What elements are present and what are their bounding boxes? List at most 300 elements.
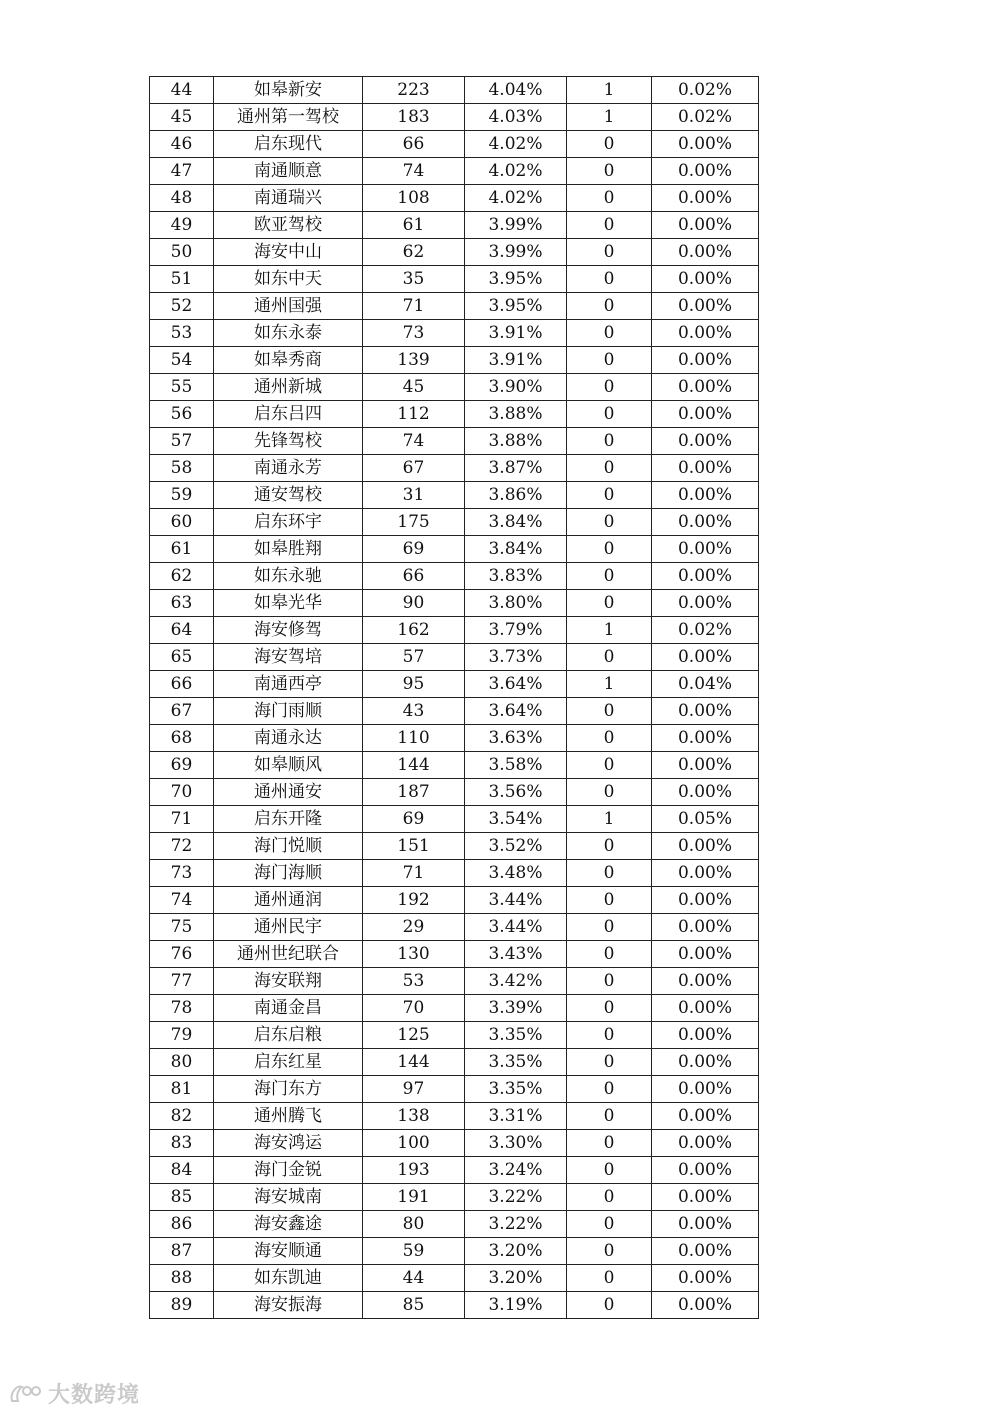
count-cell: 59 <box>363 1238 465 1265</box>
school-name-cell: 通州通润 <box>214 887 363 914</box>
rate-cell: 3.84% <box>465 536 567 563</box>
school-name-cell: 南通顺意 <box>214 158 363 185</box>
count-cell: 57 <box>363 644 465 671</box>
table-row <box>150 617 759 644</box>
table-row <box>150 320 759 347</box>
percent-cell: 0.00% <box>652 1130 759 1157</box>
school-name-cell: 通州世纪联合 <box>214 941 363 968</box>
percent-cell: 0.02% <box>652 104 759 131</box>
count-cell: 66 <box>363 131 465 158</box>
count-cell: 112 <box>363 401 465 428</box>
school-name-cell: 海门雨顺 <box>214 698 363 725</box>
table-row <box>150 266 759 293</box>
rate-cell: 3.44% <box>465 914 567 941</box>
number-cell: 0 <box>567 239 652 266</box>
percent-cell: 0.00% <box>652 644 759 671</box>
percent-cell: 0.00% <box>652 725 759 752</box>
rank-cell: 54 <box>150 347 214 374</box>
number-cell: 0 <box>567 320 652 347</box>
table-row <box>150 536 759 563</box>
count-cell: 144 <box>363 1049 465 1076</box>
rank-cell: 70 <box>150 779 214 806</box>
number-cell: 0 <box>567 644 652 671</box>
count-cell: 183 <box>363 104 465 131</box>
percent-cell: 0.00% <box>652 752 759 779</box>
school-name-cell: 海安中山 <box>214 239 363 266</box>
school-name-cell: 通安驾校 <box>214 482 363 509</box>
rank-cell: 73 <box>150 860 214 887</box>
school-name-cell: 海安修驾 <box>214 617 363 644</box>
school-name-cell: 海门悦顺 <box>214 833 363 860</box>
rate-cell: 3.58% <box>465 752 567 779</box>
rate-cell: 4.02% <box>465 158 567 185</box>
school-name-cell: 南通金昌 <box>214 995 363 1022</box>
rate-cell: 3.88% <box>465 401 567 428</box>
table-row <box>150 158 759 185</box>
rank-cell: 75 <box>150 914 214 941</box>
school-name-cell: 南通瑞兴 <box>214 185 363 212</box>
school-name-cell: 启东红星 <box>214 1049 363 1076</box>
school-name-cell: 如皋秀商 <box>214 347 363 374</box>
percent-cell: 0.00% <box>652 1238 759 1265</box>
rate-cell: 3.99% <box>465 239 567 266</box>
school-name-cell: 如皋顺风 <box>214 752 363 779</box>
number-cell: 0 <box>567 563 652 590</box>
table-row <box>150 941 759 968</box>
number-cell: 0 <box>567 1184 652 1211</box>
school-name-cell: 南通西亭 <box>214 671 363 698</box>
percent-cell: 0.00% <box>652 266 759 293</box>
count-cell: 71 <box>363 860 465 887</box>
percent-cell: 0.00% <box>652 1184 759 1211</box>
number-cell: 0 <box>567 590 652 617</box>
number-cell: 0 <box>567 401 652 428</box>
percent-cell: 0.00% <box>652 941 759 968</box>
count-cell: 71 <box>363 293 465 320</box>
rank-cell: 45 <box>150 104 214 131</box>
rate-cell: 3.73% <box>465 644 567 671</box>
rate-cell: 3.95% <box>465 293 567 320</box>
rate-cell: 3.83% <box>465 563 567 590</box>
number-cell: 0 <box>567 914 652 941</box>
percent-cell: 0.00% <box>652 347 759 374</box>
rate-cell: 3.56% <box>465 779 567 806</box>
rank-cell: 61 <box>150 536 214 563</box>
percent-cell: 0.00% <box>652 1292 759 1319</box>
number-cell: 0 <box>567 1076 652 1103</box>
rank-cell: 78 <box>150 995 214 1022</box>
rank-cell: 83 <box>150 1130 214 1157</box>
percent-cell: 0.00% <box>652 509 759 536</box>
school-name-cell: 如东中天 <box>214 266 363 293</box>
school-name-cell: 通州第一驾校 <box>214 104 363 131</box>
rate-cell: 3.35% <box>465 1022 567 1049</box>
percent-cell: 0.00% <box>652 833 759 860</box>
rate-cell: 3.87% <box>465 455 567 482</box>
table-row <box>150 239 759 266</box>
school-name-cell: 海安联翔 <box>214 968 363 995</box>
percent-cell: 0.00% <box>652 131 759 158</box>
school-name-cell: 启东现代 <box>214 131 363 158</box>
rate-cell: 3.99% <box>465 212 567 239</box>
number-cell: 0 <box>567 779 652 806</box>
table-row <box>150 104 759 131</box>
percent-cell: 0.00% <box>652 1049 759 1076</box>
rank-cell: 84 <box>150 1157 214 1184</box>
number-cell: 0 <box>567 1211 652 1238</box>
rate-cell: 3.20% <box>465 1238 567 1265</box>
number-cell: 0 <box>567 887 652 914</box>
number-cell: 0 <box>567 752 652 779</box>
rank-cell: 69 <box>150 752 214 779</box>
table-row <box>150 1265 759 1292</box>
rate-cell: 4.02% <box>465 185 567 212</box>
table-row <box>150 887 759 914</box>
rate-cell: 3.95% <box>465 266 567 293</box>
rank-cell: 56 <box>150 401 214 428</box>
rate-cell: 4.04% <box>465 77 567 104</box>
percent-cell: 0.00% <box>652 374 759 401</box>
count-cell: 90 <box>363 590 465 617</box>
rate-cell: 3.44% <box>465 887 567 914</box>
rate-cell: 3.19% <box>465 1292 567 1319</box>
table-row <box>150 374 759 401</box>
count-cell: 73 <box>363 320 465 347</box>
rate-cell: 4.03% <box>465 104 567 131</box>
rank-cell: 66 <box>150 671 214 698</box>
rate-cell: 3.35% <box>465 1049 567 1076</box>
number-cell: 0 <box>567 1265 652 1292</box>
rate-cell: 3.30% <box>465 1130 567 1157</box>
number-cell: 0 <box>567 428 652 455</box>
table-row <box>150 779 759 806</box>
percent-cell: 0.00% <box>652 536 759 563</box>
percent-cell: 0.00% <box>652 1157 759 1184</box>
count-cell: 70 <box>363 995 465 1022</box>
table-row <box>150 347 759 374</box>
rank-cell: 64 <box>150 617 214 644</box>
rate-cell: 3.24% <box>465 1157 567 1184</box>
rate-cell: 3.48% <box>465 860 567 887</box>
number-cell: 0 <box>567 1238 652 1265</box>
percent-cell: 0.00% <box>652 698 759 725</box>
rank-cell: 65 <box>150 644 214 671</box>
count-cell: 74 <box>363 158 465 185</box>
number-cell: 0 <box>567 482 652 509</box>
rank-cell: 50 <box>150 239 214 266</box>
count-cell: 61 <box>363 212 465 239</box>
school-name-cell: 海安顺通 <box>214 1238 363 1265</box>
count-cell: 74 <box>363 428 465 455</box>
school-name-cell: 海安鑫途 <box>214 1211 363 1238</box>
table-row <box>150 644 759 671</box>
school-name-cell: 启东吕四 <box>214 401 363 428</box>
school-name-cell: 南通永芳 <box>214 455 363 482</box>
rank-cell: 62 <box>150 563 214 590</box>
rank-cell: 71 <box>150 806 214 833</box>
count-cell: 130 <box>363 941 465 968</box>
rate-cell: 3.54% <box>465 806 567 833</box>
rank-cell: 77 <box>150 968 214 995</box>
school-name-cell: 先锋驾校 <box>214 428 363 455</box>
school-name-cell: 通州通安 <box>214 779 363 806</box>
table-row <box>150 995 759 1022</box>
table-row <box>150 131 759 158</box>
table-row <box>150 752 759 779</box>
brand-logo-icon <box>8 1381 44 1407</box>
number-cell: 0 <box>567 1049 652 1076</box>
percent-cell: 0.02% <box>652 617 759 644</box>
count-cell: 80 <box>363 1211 465 1238</box>
table-row <box>150 401 759 428</box>
rank-cell: 53 <box>150 320 214 347</box>
count-cell: 69 <box>363 806 465 833</box>
school-name-cell: 如皋胜翔 <box>214 536 363 563</box>
rate-cell: 3.88% <box>465 428 567 455</box>
rank-cell: 81 <box>150 1076 214 1103</box>
count-cell: 125 <box>363 1022 465 1049</box>
table-row <box>150 1049 759 1076</box>
percent-cell: 0.00% <box>652 428 759 455</box>
percent-cell: 0.05% <box>652 806 759 833</box>
percent-cell: 0.00% <box>652 779 759 806</box>
table-row <box>150 1211 759 1238</box>
count-cell: 35 <box>363 266 465 293</box>
percent-cell: 0.00% <box>652 482 759 509</box>
table-row <box>150 1292 759 1319</box>
number-cell: 0 <box>567 860 652 887</box>
rank-cell: 89 <box>150 1292 214 1319</box>
school-name-cell: 海门海顺 <box>214 860 363 887</box>
rank-cell: 80 <box>150 1049 214 1076</box>
count-cell: 144 <box>363 752 465 779</box>
number-cell: 0 <box>567 185 652 212</box>
rate-cell: 3.43% <box>465 941 567 968</box>
table-row <box>150 77 759 104</box>
school-name-cell: 海安驾培 <box>214 644 363 671</box>
school-name-cell: 通州腾飞 <box>214 1103 363 1130</box>
table-row <box>150 968 759 995</box>
table-row <box>150 590 759 617</box>
count-cell: 151 <box>363 833 465 860</box>
rate-cell: 3.35% <box>465 1076 567 1103</box>
number-cell: 0 <box>567 536 652 563</box>
rate-cell: 3.63% <box>465 725 567 752</box>
rate-cell: 3.42% <box>465 968 567 995</box>
number-cell: 0 <box>567 1103 652 1130</box>
percent-cell: 0.00% <box>652 455 759 482</box>
rank-cell: 68 <box>150 725 214 752</box>
table-row <box>150 1076 759 1103</box>
school-name-cell: 海门金锐 <box>214 1157 363 1184</box>
rank-cell: 63 <box>150 590 214 617</box>
count-cell: 162 <box>363 617 465 644</box>
count-cell: 43 <box>363 698 465 725</box>
number-cell: 0 <box>567 941 652 968</box>
school-name-cell: 如皋光华 <box>214 590 363 617</box>
number-cell: 0 <box>567 698 652 725</box>
count-cell: 29 <box>363 914 465 941</box>
count-cell: 45 <box>363 374 465 401</box>
count-cell: 53 <box>363 968 465 995</box>
watermark-text: 大数跨境 <box>48 1383 141 1408</box>
rank-cell: 82 <box>150 1103 214 1130</box>
rate-cell: 3.86% <box>465 482 567 509</box>
table-row <box>150 455 759 482</box>
table-row <box>150 482 759 509</box>
rank-cell: 60 <box>150 509 214 536</box>
rank-cell: 58 <box>150 455 214 482</box>
table-row <box>150 1184 759 1211</box>
rank-cell: 59 <box>150 482 214 509</box>
number-cell: 0 <box>567 131 652 158</box>
rank-cell: 48 <box>150 185 214 212</box>
rank-cell: 67 <box>150 698 214 725</box>
school-name-cell: 海安振海 <box>214 1292 363 1319</box>
rate-cell: 3.79% <box>465 617 567 644</box>
percent-cell: 0.00% <box>652 320 759 347</box>
rate-cell: 3.91% <box>465 347 567 374</box>
number-cell: 1 <box>567 104 652 131</box>
table-row <box>150 833 759 860</box>
number-cell: 0 <box>567 725 652 752</box>
table-row <box>150 293 759 320</box>
percent-cell: 0.00% <box>652 590 759 617</box>
table-row <box>150 1130 759 1157</box>
table-row <box>150 185 759 212</box>
rank-cell: 49 <box>150 212 214 239</box>
number-cell: 0 <box>567 212 652 239</box>
number-cell: 0 <box>567 1292 652 1319</box>
percent-cell: 0.00% <box>652 158 759 185</box>
number-cell: 0 <box>567 833 652 860</box>
number-cell: 1 <box>567 671 652 698</box>
rank-cell: 55 <box>150 374 214 401</box>
rate-cell: 3.52% <box>465 833 567 860</box>
rate-cell: 3.64% <box>465 698 567 725</box>
number-cell: 0 <box>567 1157 652 1184</box>
count-cell: 193 <box>363 1157 465 1184</box>
number-cell: 0 <box>567 374 652 401</box>
count-cell: 100 <box>363 1130 465 1157</box>
table-row <box>150 671 759 698</box>
count-cell: 192 <box>363 887 465 914</box>
rate-cell: 3.91% <box>465 320 567 347</box>
count-cell: 69 <box>363 536 465 563</box>
table-row <box>150 509 759 536</box>
table-row <box>150 860 759 887</box>
percent-cell: 0.00% <box>652 968 759 995</box>
rank-cell: 72 <box>150 833 214 860</box>
rate-cell: 3.22% <box>465 1184 567 1211</box>
percent-cell: 0.00% <box>652 887 759 914</box>
table-row <box>150 806 759 833</box>
school-name-cell: 通州新城 <box>214 374 363 401</box>
percent-cell: 0.00% <box>652 860 759 887</box>
count-cell: 44 <box>363 1265 465 1292</box>
number-cell: 0 <box>567 266 652 293</box>
count-cell: 97 <box>363 1076 465 1103</box>
school-name-cell: 启东环宇 <box>214 509 363 536</box>
percent-cell: 0.00% <box>652 185 759 212</box>
school-name-cell: 启东开隆 <box>214 806 363 833</box>
percent-cell: 0.00% <box>652 1211 759 1238</box>
school-name-cell: 如东凯迪 <box>214 1265 363 1292</box>
count-cell: 62 <box>363 239 465 266</box>
percent-cell: 0.00% <box>652 563 759 590</box>
rate-cell: 3.39% <box>465 995 567 1022</box>
school-name-cell: 海安城南 <box>214 1184 363 1211</box>
rank-cell: 47 <box>150 158 214 185</box>
percent-cell: 0.00% <box>652 1103 759 1130</box>
table-row <box>150 698 759 725</box>
rate-cell: 4.02% <box>465 131 567 158</box>
percent-cell: 0.00% <box>652 401 759 428</box>
school-name-cell: 南通永达 <box>214 725 363 752</box>
number-cell: 0 <box>567 293 652 320</box>
rank-cell: 86 <box>150 1211 214 1238</box>
number-cell: 1 <box>567 806 652 833</box>
number-cell: 0 <box>567 1022 652 1049</box>
number-cell: 0 <box>567 347 652 374</box>
percent-cell: 0.04% <box>652 671 759 698</box>
count-cell: 110 <box>363 725 465 752</box>
count-cell: 85 <box>363 1292 465 1319</box>
count-cell: 108 <box>363 185 465 212</box>
rate-cell: 3.90% <box>465 374 567 401</box>
number-cell: 0 <box>567 158 652 185</box>
rate-cell: 3.31% <box>465 1103 567 1130</box>
count-cell: 175 <box>363 509 465 536</box>
rank-cell: 79 <box>150 1022 214 1049</box>
ranking-table-body <box>150 77 759 1319</box>
number-cell: 0 <box>567 455 652 482</box>
rank-cell: 44 <box>150 77 214 104</box>
rate-cell: 3.84% <box>465 509 567 536</box>
school-name-cell: 如皋新安 <box>214 77 363 104</box>
table-row <box>150 914 759 941</box>
percent-cell: 0.00% <box>652 212 759 239</box>
count-cell: 187 <box>363 779 465 806</box>
school-name-cell: 欧亚驾校 <box>214 212 363 239</box>
table-row <box>150 1022 759 1049</box>
number-cell: 1 <box>567 617 652 644</box>
count-cell: 31 <box>363 482 465 509</box>
count-cell: 138 <box>363 1103 465 1130</box>
rank-cell: 51 <box>150 266 214 293</box>
rate-cell: 3.20% <box>465 1265 567 1292</box>
table-row <box>150 1238 759 1265</box>
watermark <box>8 1378 140 1409</box>
school-name-cell: 海安鸿运 <box>214 1130 363 1157</box>
count-cell: 223 <box>363 77 465 104</box>
table-row <box>150 1103 759 1130</box>
count-cell: 139 <box>363 347 465 374</box>
school-name-cell: 通州民宇 <box>214 914 363 941</box>
percent-cell: 0.00% <box>652 1265 759 1292</box>
number-cell: 0 <box>567 509 652 536</box>
school-name-cell: 启东启粮 <box>214 1022 363 1049</box>
percent-cell: 0.00% <box>652 1022 759 1049</box>
count-cell: 191 <box>363 1184 465 1211</box>
rank-cell: 57 <box>150 428 214 455</box>
rate-cell: 3.22% <box>465 1211 567 1238</box>
count-cell: 95 <box>363 671 465 698</box>
ranking-table <box>149 76 759 1319</box>
number-cell: 1 <box>567 77 652 104</box>
school-name-cell: 如东永泰 <box>214 320 363 347</box>
school-name-cell: 通州国强 <box>214 293 363 320</box>
